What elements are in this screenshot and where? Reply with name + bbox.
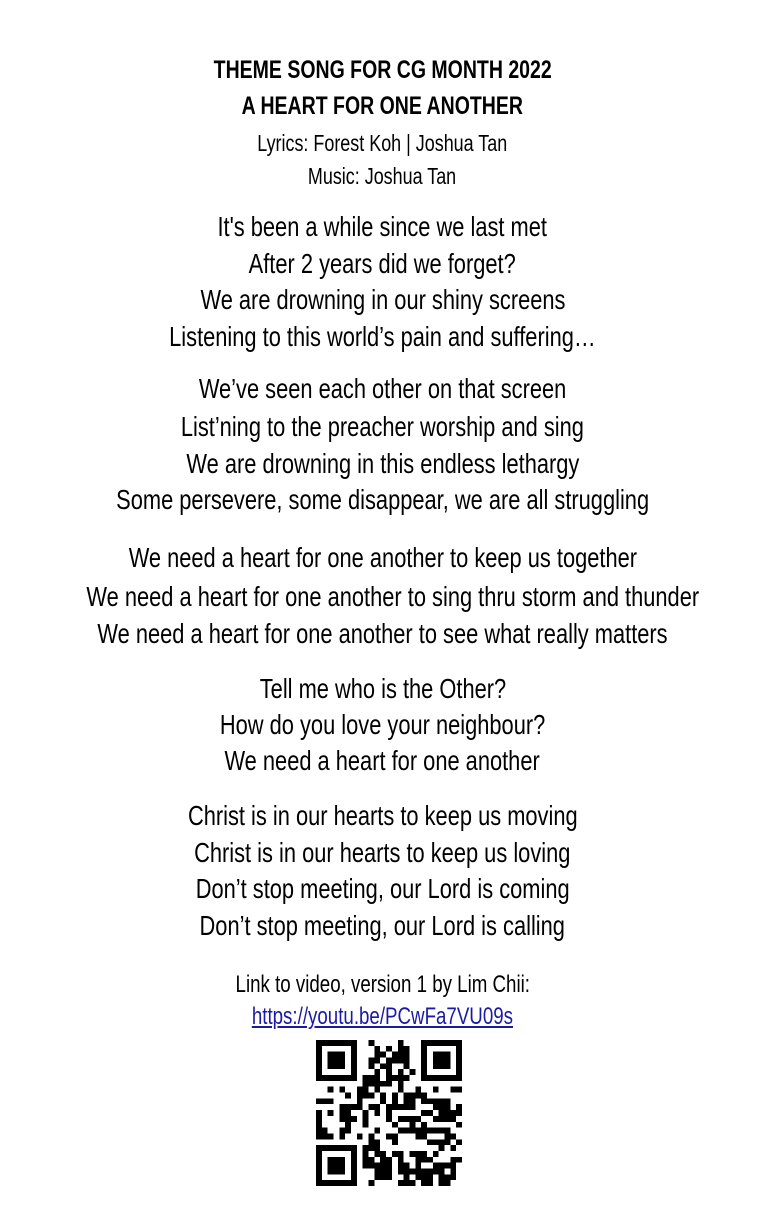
qr-module — [427, 1168, 433, 1174]
qr-module — [404, 1046, 410, 1052]
qr-module — [427, 1098, 433, 1104]
qr-module — [386, 1163, 392, 1169]
qr-module — [345, 1110, 351, 1116]
song-title: A HEART FOR ONE ANOTHER — [241, 92, 524, 120]
qr-module — [439, 1139, 445, 1145]
lyric-line: List’ning to the preacher worship and sing — [180, 411, 585, 442]
qr-module — [433, 1104, 439, 1110]
qr-module — [450, 1116, 456, 1122]
qr-code-icon[interactable] — [316, 1040, 462, 1186]
lyric-line: We need a heart for one another — [224, 745, 541, 776]
qr-module — [380, 1168, 386, 1174]
qr-module — [444, 1110, 450, 1116]
qr-module — [415, 1157, 421, 1163]
qr-module — [386, 1058, 392, 1064]
qr-module — [386, 1157, 392, 1163]
qr-module — [404, 1163, 410, 1169]
qr-module — [398, 1157, 404, 1163]
qr-module — [398, 1046, 404, 1052]
qr-module — [427, 1139, 433, 1145]
qr-module — [369, 1145, 375, 1151]
qr-module — [322, 1133, 328, 1139]
qr-module — [421, 1151, 427, 1157]
qr-module — [363, 1145, 369, 1151]
qr-module — [386, 1104, 392, 1110]
qr-module — [398, 1069, 404, 1075]
qr-module — [380, 1163, 386, 1169]
qr-module — [433, 1098, 439, 1104]
qr-module — [339, 1116, 345, 1122]
qr-module — [456, 1122, 462, 1128]
qr-module — [444, 1163, 450, 1169]
qr-module — [409, 1168, 415, 1174]
qr-module — [421, 1122, 427, 1128]
qr-module — [409, 1151, 415, 1157]
qr-module — [404, 1116, 410, 1122]
qr-module — [369, 1075, 375, 1081]
qr-module — [433, 1168, 439, 1174]
qr-module — [421, 1157, 427, 1163]
qr-module — [433, 1151, 439, 1157]
qr-module — [386, 1110, 392, 1116]
qr-module — [415, 1087, 421, 1093]
qr-module — [392, 1122, 398, 1128]
qr-module — [456, 1139, 462, 1145]
qr-module — [374, 1174, 380, 1180]
qr-module — [392, 1139, 398, 1145]
lyric-line: Some persevere, some disappear, we are all struggling — [116, 484, 649, 515]
qr-module — [386, 1081, 392, 1087]
qr-module — [439, 1098, 445, 1104]
qr-module — [404, 1093, 410, 1099]
qr-module — [409, 1104, 415, 1110]
qr-module — [363, 1081, 369, 1087]
qr-module — [450, 1157, 456, 1163]
qr-module — [439, 1110, 445, 1116]
qr-module — [386, 1133, 392, 1139]
qr-module — [439, 1104, 445, 1110]
qr-module — [404, 1128, 410, 1134]
qr-module — [404, 1075, 410, 1081]
qr-module — [380, 1098, 386, 1104]
qr-module — [374, 1145, 380, 1151]
qr-module — [415, 1128, 421, 1134]
qr-module — [409, 1069, 415, 1075]
music-credit: Music: Joshua Tan — [308, 163, 457, 189]
qr-module — [433, 1116, 439, 1122]
qr-module — [369, 1139, 375, 1145]
qr-module — [369, 1104, 375, 1110]
qr-module — [409, 1093, 415, 1099]
qr-module — [328, 1098, 334, 1104]
qr-module — [444, 1128, 450, 1134]
qr-module — [456, 1157, 462, 1163]
qr-module — [450, 1133, 456, 1139]
qr-module — [450, 1174, 456, 1180]
lyric-line: We are drowning in this endless lethargy — [186, 448, 579, 479]
qr-module — [380, 1151, 386, 1157]
qr-module — [398, 1151, 404, 1157]
qr-module — [404, 1180, 410, 1186]
qr-module — [415, 1163, 421, 1169]
qr-module — [316, 1116, 322, 1122]
qr-module — [421, 1098, 427, 1104]
qr-module — [439, 1168, 445, 1174]
qr-module — [345, 1116, 351, 1122]
qr-module — [339, 1110, 345, 1116]
qr-module — [398, 1087, 404, 1093]
qr-module — [421, 1168, 427, 1174]
qr-module — [421, 1093, 427, 1099]
qr-module — [439, 1145, 445, 1151]
qr-module — [398, 1081, 404, 1087]
qr-module — [409, 1122, 415, 1128]
qr-module — [421, 1133, 427, 1139]
qr-module — [328, 1133, 334, 1139]
qr-module — [357, 1098, 363, 1104]
theme-heading: THEME SONG FOR CG MONTH 2022 — [213, 56, 552, 84]
qr-module — [374, 1151, 380, 1157]
qr-module — [380, 1157, 386, 1163]
qr-module — [450, 1087, 456, 1093]
qr-module — [398, 1116, 404, 1122]
qr-module — [456, 1087, 462, 1093]
qr-module — [433, 1087, 439, 1093]
qr-module — [386, 1116, 392, 1122]
qr-module — [404, 1058, 410, 1064]
lyrics-credit: Lyrics: Forest Koh | Joshua Tan — [257, 130, 508, 156]
qr-module — [415, 1168, 421, 1174]
qr-module — [328, 1052, 346, 1070]
qr-module — [316, 1128, 322, 1134]
qr-module — [374, 1069, 380, 1075]
qr-module — [409, 1116, 415, 1122]
lyric-line: We’ve seen each other on that screen — [198, 373, 567, 404]
qr-module — [427, 1128, 433, 1134]
qr-module — [328, 1110, 334, 1116]
qr-module — [404, 1063, 410, 1069]
qr-module — [404, 1174, 410, 1180]
qr-module — [415, 1174, 421, 1180]
qr-module — [427, 1180, 433, 1186]
qr-module — [369, 1063, 375, 1069]
qr-module — [398, 1163, 404, 1169]
qr-module — [369, 1058, 375, 1064]
qr-module — [380, 1174, 386, 1180]
qr-module — [444, 1098, 450, 1104]
qr-module — [386, 1063, 392, 1069]
qr-module — [369, 1093, 375, 1099]
qr-module — [398, 1180, 404, 1186]
qr-module — [444, 1116, 450, 1122]
qr-module — [328, 1087, 334, 1093]
qr-module — [398, 1058, 404, 1064]
qr-module — [392, 1104, 398, 1110]
qr-module — [398, 1104, 404, 1110]
qr-module — [369, 1180, 375, 1186]
qr-module — [363, 1116, 369, 1122]
qr-module — [357, 1104, 363, 1110]
qr-module — [409, 1128, 415, 1134]
qr-module — [404, 1104, 410, 1110]
video-link-row — [0, 1005, 765, 1029]
qr-module — [456, 1104, 462, 1110]
qr-module — [357, 1133, 363, 1139]
qr-module — [392, 1133, 398, 1139]
qr-module — [427, 1110, 433, 1116]
qr-module — [345, 1128, 351, 1134]
qr-module — [316, 1110, 322, 1116]
video-link[interactable]: https://youtu.be/PCwFa7VU09s — [251, 1003, 514, 1030]
qr-module — [456, 1110, 462, 1116]
qr-module — [404, 1052, 410, 1058]
qr-module — [363, 1157, 369, 1163]
qr-module — [374, 1139, 380, 1145]
qr-module — [339, 1133, 345, 1139]
qr-module — [369, 1157, 375, 1163]
qr-module — [444, 1104, 450, 1110]
qr-module — [433, 1052, 451, 1070]
lyric-line: Christ is in our hearts to keep us loving — [194, 837, 571, 868]
qr-module — [433, 1139, 439, 1145]
qr-module — [351, 1116, 357, 1122]
qr-module — [380, 1081, 386, 1087]
qr-module — [444, 1133, 450, 1139]
chorus-line: We need a heart for one another to see what really matters — [97, 618, 668, 649]
lyric-line: Christ is in our hearts to keep us moving — [187, 800, 578, 831]
qr-module — [380, 1093, 386, 1099]
qr-module — [357, 1087, 363, 1093]
qr-module — [386, 1075, 392, 1081]
qr-module — [427, 1174, 433, 1180]
qr-module — [450, 1145, 456, 1151]
qr-module — [415, 1133, 421, 1139]
lyric-line: How do you love your neighbour? — [219, 709, 546, 740]
qr-module — [374, 1052, 380, 1058]
qr-module — [339, 1104, 345, 1110]
qr-module — [444, 1139, 450, 1145]
qr-module — [398, 1040, 404, 1046]
qr-module — [398, 1052, 404, 1058]
lyric-line: Listening to this world’s pain and suffering… — [169, 321, 596, 352]
video-label: Link to video, version 1 by Lim Chii: — [235, 971, 530, 998]
qr-module — [415, 1151, 421, 1157]
qr-module — [392, 1093, 398, 1099]
qr-module — [369, 1163, 375, 1169]
qr-module — [398, 1128, 404, 1134]
qr-module — [386, 1168, 392, 1174]
qr-module — [409, 1180, 415, 1186]
qr-module — [398, 1075, 404, 1081]
qr-module — [369, 1040, 375, 1046]
qr-module — [386, 1069, 392, 1075]
qr-module — [444, 1180, 450, 1186]
lyric-line: It's been a while since we last met — [217, 211, 548, 242]
qr-module — [374, 1110, 380, 1116]
qr-module — [374, 1081, 380, 1087]
qr-module — [404, 1098, 410, 1104]
qr-module — [374, 1163, 380, 1169]
qr-module — [439, 1180, 445, 1186]
qr-module — [363, 1075, 369, 1081]
qr-module — [363, 1151, 369, 1157]
qr-module — [363, 1163, 369, 1169]
qr-module — [345, 1104, 351, 1110]
qr-module — [421, 1180, 427, 1186]
qr-module — [316, 1098, 322, 1104]
qr-module — [374, 1168, 380, 1174]
qr-module — [398, 1168, 404, 1174]
qr-module — [433, 1163, 439, 1169]
qr-module — [322, 1128, 328, 1134]
qr-module — [386, 1174, 392, 1180]
qr-module — [363, 1087, 369, 1093]
qr-module — [316, 1133, 322, 1139]
qr-module — [444, 1174, 450, 1180]
qr-module — [322, 1098, 328, 1104]
qr-module — [409, 1098, 415, 1104]
qr-module — [374, 1128, 380, 1134]
chorus-line: We need a heart for one another to sing thru storm and thunder — [86, 581, 700, 612]
qr-module — [374, 1104, 380, 1110]
lyric-line: We are drowning in our shiny screens — [200, 284, 565, 315]
qr-module — [374, 1046, 380, 1052]
qr-module — [450, 1163, 456, 1169]
qr-module — [439, 1128, 445, 1134]
qr-module — [415, 1093, 421, 1099]
qr-module — [363, 1093, 369, 1099]
qr-module — [369, 1081, 375, 1087]
qr-module — [439, 1174, 445, 1180]
lyric-line: Don’t stop meeting, our Lord is calling — [199, 910, 566, 941]
qr-module — [421, 1174, 427, 1180]
qr-module — [421, 1128, 427, 1134]
qr-module — [363, 1110, 369, 1116]
qr-module — [439, 1163, 445, 1169]
qr-module — [450, 1110, 456, 1116]
qr-module — [392, 1151, 398, 1157]
qr-module — [421, 1110, 427, 1116]
qr-module — [369, 1133, 375, 1139]
qr-module — [357, 1093, 363, 1099]
qr-module — [386, 1046, 392, 1052]
lyric-line: Tell me who is the Other? — [259, 673, 506, 704]
qr-module — [392, 1075, 398, 1081]
qr-module — [339, 1128, 345, 1134]
qr-module — [363, 1122, 369, 1128]
qr-module — [415, 1116, 421, 1122]
qr-module — [433, 1128, 439, 1134]
chorus-line: We need a heart for one another to keep us together — [128, 542, 637, 573]
qr-module — [374, 1058, 380, 1064]
qr-module — [380, 1052, 386, 1058]
lyric-line: After 2 years did we forget? — [248, 248, 517, 279]
qr-module — [339, 1087, 345, 1093]
lyric-line: Don’t stop meeting, our Lord is coming — [195, 873, 570, 904]
qr-module — [392, 1052, 398, 1058]
qr-module — [345, 1093, 351, 1099]
qr-module — [316, 1122, 322, 1128]
qr-module — [392, 1098, 398, 1104]
qr-module — [392, 1058, 398, 1064]
qr-module — [374, 1087, 380, 1093]
qr-module — [328, 1157, 346, 1175]
qr-module — [345, 1122, 351, 1128]
qr-module — [450, 1168, 456, 1174]
qr-module — [351, 1104, 357, 1110]
qr-module — [374, 1075, 380, 1081]
qr-module — [404, 1168, 410, 1174]
qr-module — [380, 1063, 386, 1069]
qr-module — [427, 1157, 433, 1163]
qr-module — [439, 1116, 445, 1122]
